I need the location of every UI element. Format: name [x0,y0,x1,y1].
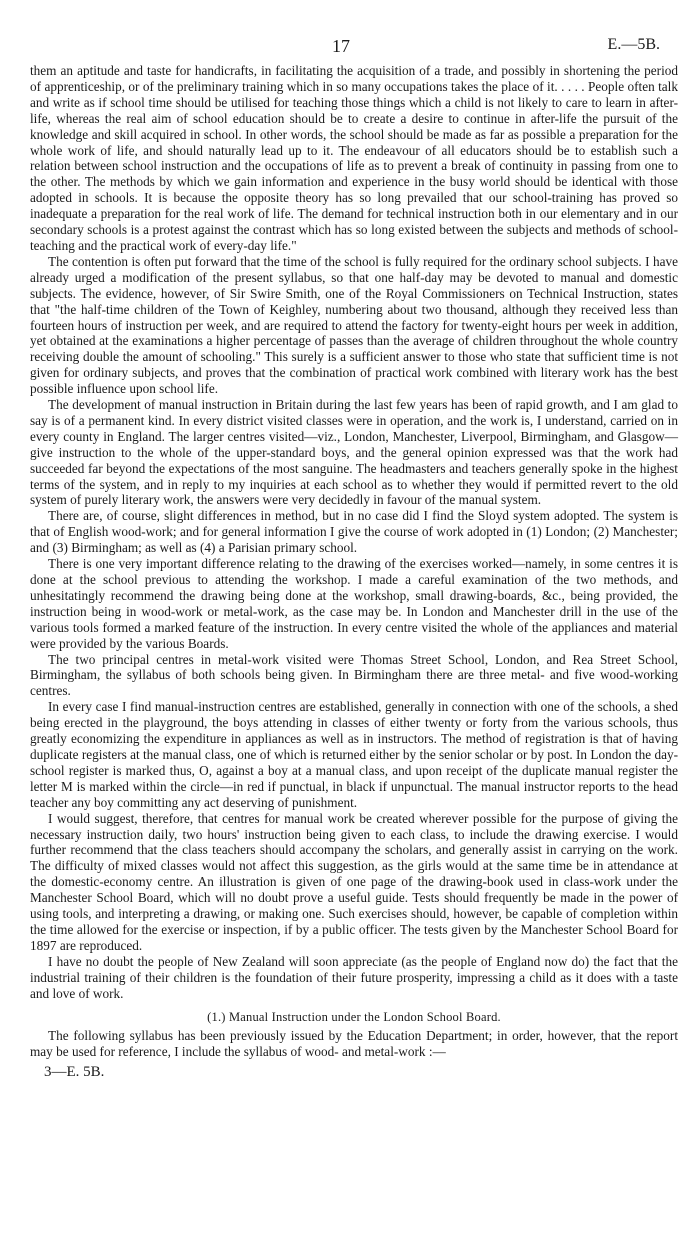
paragraph: The development of manual instruction in Britain during the last few years has been of rapid growth, and I am glad to say is of a permanent kind. In every district visited classes were in operation, and the work is, I understand, carried on in every county in England. The larger centres visited—viz., London, Manchester, Liverpool, Birmingham, and Glasgow—give instruction to the whole of the upper-standard boys, and the general opinion expressed was that the work had succeeded far beyond the expectations of the most sanguine. The headmasters and teachers generally spoke in the highest terms of the system, and in reply to my inquiries at each school as to whether they would if permitted revert to the old system of purely literary work, the answers were very decidedly in favour of the manual system. [30,397,678,508]
paragraph: I would suggest, therefore, that centres for manual work be created wherever possible for the purpose of giving the necessary instruction daily, two hours' instruction being given to each class, to include the drawing exercise. I would further recommend that the class teachers should accompany the scholars, and generally assist in carrying on the work. The difficulty of mixed classes would not affect this suggestion, as the girls would at the same time be in attendance at the domestic-economy centre. An illustration is given of one page of the drawing-book used in class-work under the Manchester School Board, which will no doubt prove a useful guide. Tests should frequently be made in the power of using tools, and interpreting a drawing, or making one. Such exercises should, however, be capable of completion within the time allowed for the exercise or inspection, if by a public officer. The tests given by the Manchester School Board for 1897 are reproduced. [30,810,678,953]
paragraph: In every case I find manual-instruction centres are established, generally in connection with one of the schools, a shed being erected in the playground, the boys attending in classes of either twenty or forty from the various schools, thus greatly economizing the expenditure in appliances as well as in instructors. The method of registration is that of having duplicate registers at the manual class, one of which is returned either by the senior scholar or by post. In London the day-school register is marked thus, O, against a boy at a manual class, and upon receipt of the duplicate manual register the letter M is marked within the circle—in red if punctual, in black if unpunctual. The manual instructor reports to the head teacher any boy committing any act deserving of punishment. [30,699,678,810]
body-text [30,63,678,1081]
signature-mark: 3—E. 5B. [44,1064,105,1081]
closing-paragraph: The following syllabus has been previously issued by the Education Department; in order, however, that the report may be used for reference, I include the syllabus of wood- and metal-work :— [30,1028,678,1060]
paragraph-continuation: them an aptitude and taste for handicrafts, in facilitating the acquisition of a trade, and possibly in shortening the period of apprenticeship, or of the preliminary training which in so many occupations takes the place of it. . . . . People often talk and write as if school time should be utilised for teaching those things which a child is not likely to care to learn in after-life, whereas the real aim of school education should be to create a desire to continue in after-life the pursuit of the knowledge and skill acquired in school. In other words, the school should be made as far as possible a preparation for the whole work of life, and should naturally lead up to it. The endeavour of all educators should be to establish such a relation between school instruction and the occupations of life as to prevent a break of continuity in passing from one to the other. The methods by which we gain information and experience in the busy world should be identical with those adopted in schools. It is because the opposite theory has so long prevailed that our school-training has proved so inadequate a preparation for the real work of life. The demand for technical instruction both in our elementary and in our secondary schools is a protest against the contrast which has so long existed between the subjects and methods of school-teaching and the practical work of every-day life." [30,63,678,253]
paragraph: I have no doubt the people of New Zealand will soon appreciate (as the people of England now do) the fact that the industrial training of their children is the foundation of their future prosperity, impressing a child as it does with a taste and love of work. [30,953,678,1001]
paragraph: The two principal centres in metal-work visited were Thomas Street School, London, and Rea Street School, Birmingham, the syllabus of both schools being given. In Birmingham there are three metal- and five wood-working centres. [30,651,678,699]
page-header [0,36,700,60]
section-heading: (1.) Manual Instruction under the London School Board. [207,1010,501,1025]
document-reference: E.—5B. [607,36,660,53]
page-number: 17 [332,36,350,56]
paragraph: There is one very important difference relating to the drawing of the exercises worked—namely, in some centres it is done at the school previous to attending the workshop. I made a careful examination of the two methods, and unhesitatingly recommend the drawing being done at the workshop, small drawing-boards, &c., being provided, the instruction being in wood-work or metal-work, as the case may be. In London and Manchester drill in the use of the various tools formed a marked feature of the instruction. In every centre visited the whole of the appliances and material were provided by the various Boards. [30,556,678,651]
paragraph: The contention is often put forward that the time of the school is fully required for the ordinary school subjects. I have already urged a modification of the present syllabus, so that one half-day may be devoted to manual and domestic subjects. The evidence, however, of Sir Swire Smith, one of the Royal Commissioners on Technical Instruction, states that "the half-time children of the Town of Keighley, numbering about two thousand, although they received less than fourteen hours of instruction per week, and are required to attend the factory for twenty-eight hours per week in addition, yet obtained at the examinations a higher percentage of passes than the average of children throughout the whole country receiving double the amount of schooling." This surely is a sufficient answer to those who state that sufficient time is not given for ordinary subjects, and proves that the combination of practical work combined with literary work has the best possible influence upon school life. [30,253,678,397]
paragraph: There are, of course, slight differences in method, but in no case did I find the Sloyd system adopted. The system is that of English wood-work; and for general information I give the course of work adopted in (1) London; (2) Manchester; and (3) Birmingham; as well as (4) a Parisian primary school. [30,508,678,556]
